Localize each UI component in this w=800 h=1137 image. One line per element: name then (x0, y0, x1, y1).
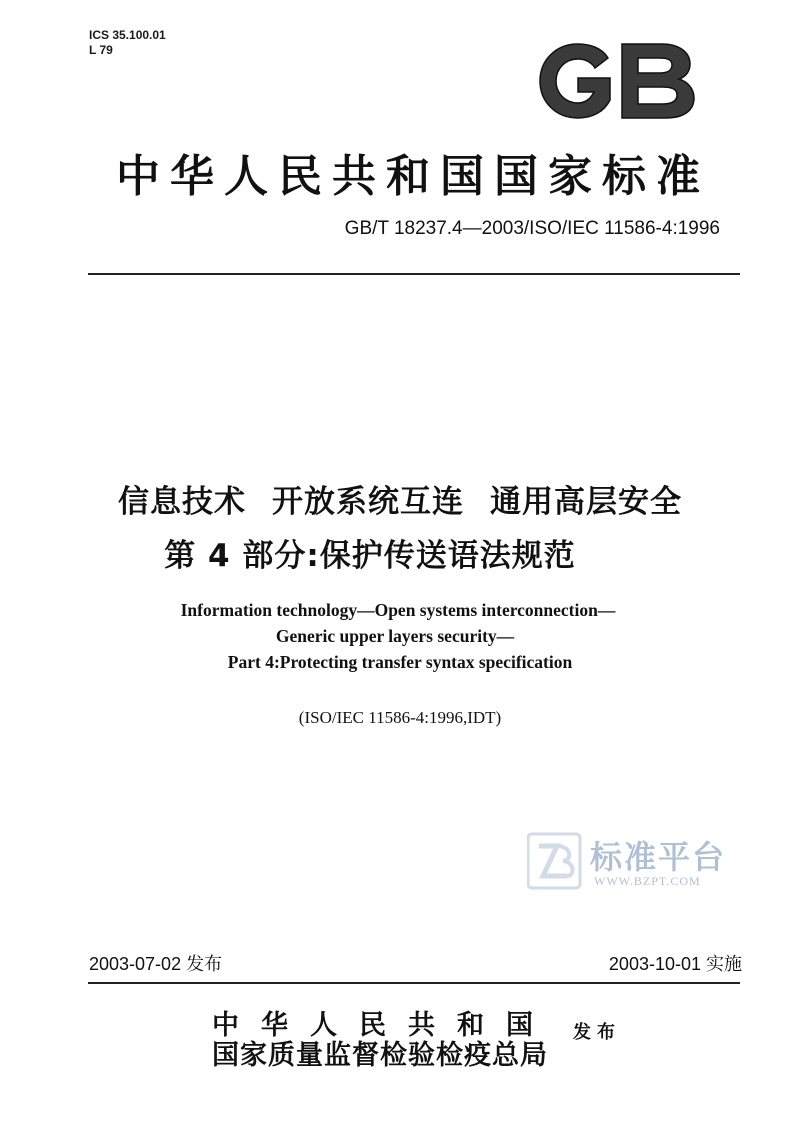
ccs-code: L 79 (89, 43, 113, 57)
logo-text: GB (538, 42, 540, 43)
english-title-line3: Part 4:Protecting transfer syntax specification (227, 652, 573, 672)
english-title-line1: Information technology—Open systems interconnection— (180, 600, 616, 620)
chinese-title-line2: 第 4 部分:保护传送语法规范 (164, 538, 576, 574)
equivalence-statement: (ISO/IEC 11586-4:1996,IDT) (298, 708, 502, 727)
ics-code: ICS 35.100.01 (89, 28, 166, 42)
gb-logo-icon (538, 42, 698, 120)
title-segment-2: 开放系统互连 (272, 484, 464, 520)
title-segment-1: 信息技术 (118, 484, 246, 520)
implementation-date: 2003-10-01 实施 (608, 954, 742, 974)
header-divider (88, 273, 740, 275)
national-standard-title: 中华人民共和国国家标准 (116, 151, 710, 202)
release-date: 2003-07-02 发布 (89, 954, 223, 974)
english-title-line2: Generic upper layers security— (275, 626, 515, 646)
title-segment-3: 通用高层安全 (490, 484, 682, 520)
publish-label: 发布 (573, 1022, 621, 1043)
standard-number: GB/T 18237.4—2003/ISO/IEC 11586-4:1996 (344, 218, 720, 239)
chinese-title-line1 (0, 476, 800, 521)
footer-divider (88, 982, 740, 984)
issuer-line1: 中华人民共和国 (212, 1010, 555, 1041)
watermark-text: 标准平台 (590, 838, 727, 876)
watermark-url: WWW.BZPT.COM (594, 874, 701, 888)
classification-codes (89, 28, 166, 58)
issuer-line2: 国家质量监督检验检疫总局 (212, 1040, 548, 1071)
